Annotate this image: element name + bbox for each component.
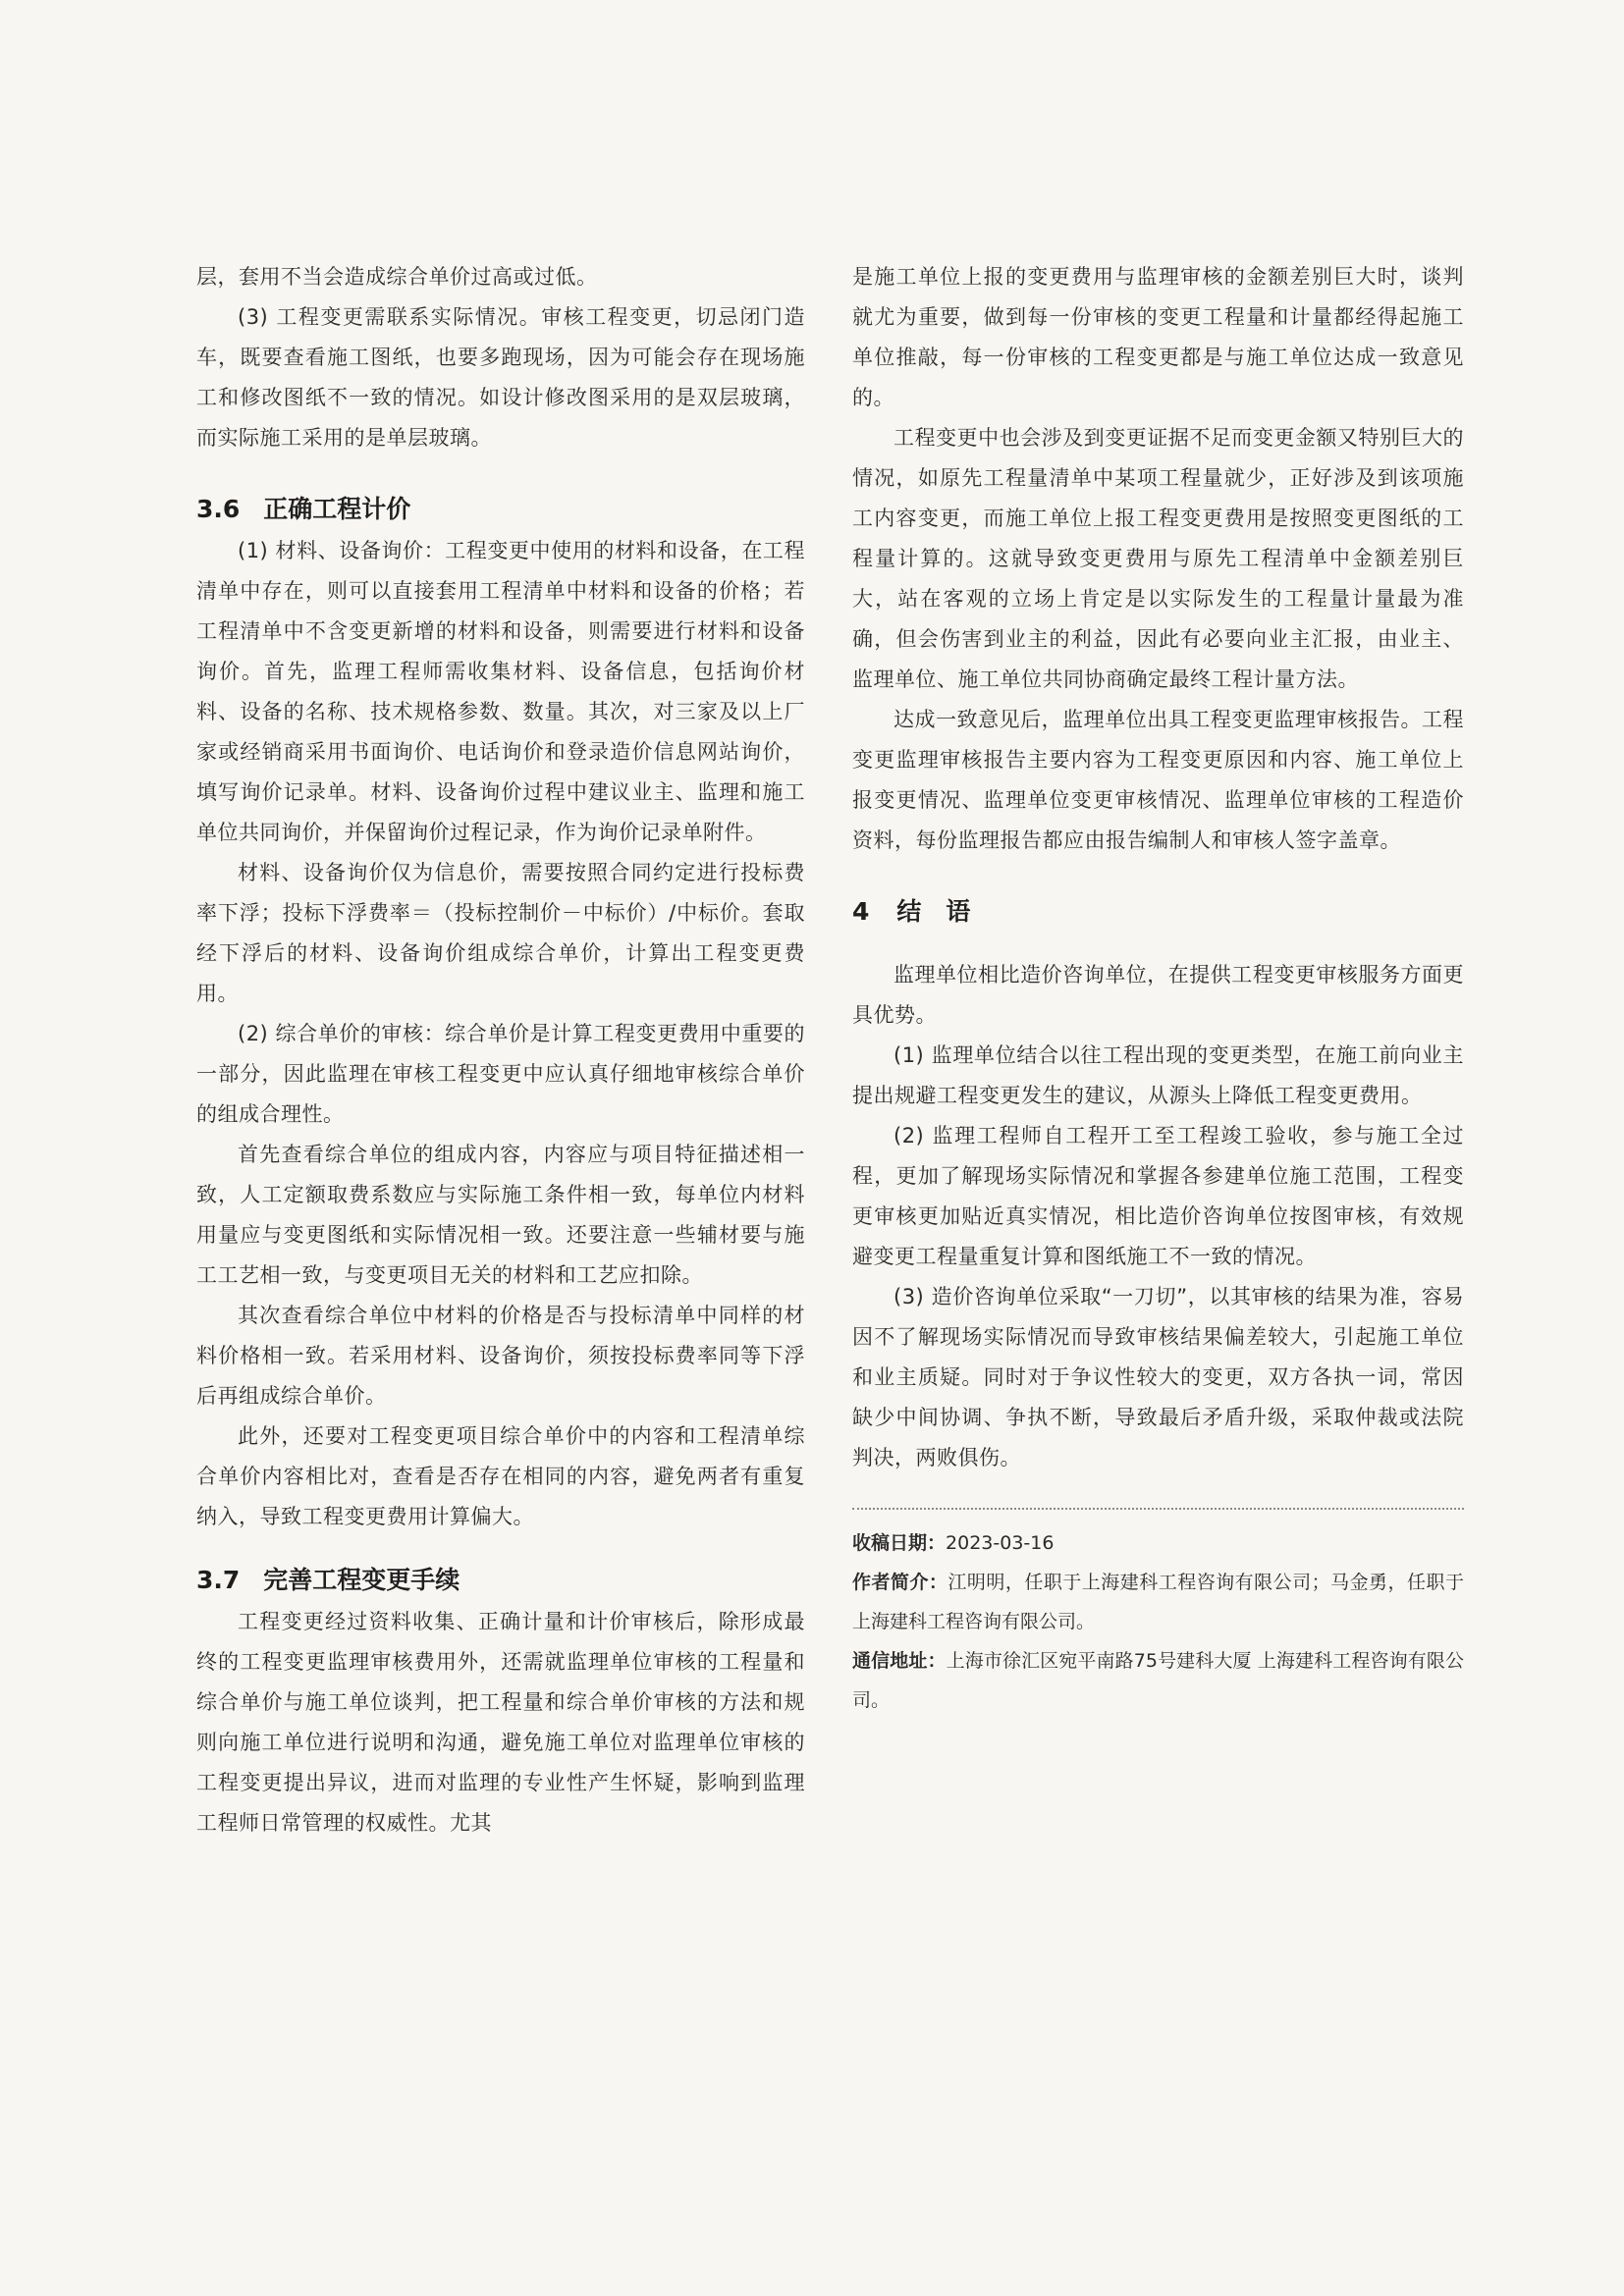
paragraph: 是施工单位上报的变更费用与监理审核的金额差别巨大时，谈判就尤为重要，做到每一份审核的变更工程量和计量都经得起施工单位推敲，每一份审核的工程变更都是与施工单位达成一致意见的。 xyxy=(852,265,1464,409)
received-value: 2023-03-16 xyxy=(946,1532,1055,1554)
paragraph: 首先查看综合单位的组成内容，内容应与项目特征描述相一致，人工定额取费系数应与实际施工条件相一致，每单位内材料用量应与变更图纸和实际情况相一致。还要注意一些辅材要与施工工艺相一致，与变更项目无关的材料和工艺应扣除。 xyxy=(196,1143,805,1287)
paragraph: 其次查看综合单位中材料的价格是否与投标清单中同样的材料价格相一致。若采用材料、设备询价，须按投标费率同等下浮后再组成综合单价。 xyxy=(196,1304,805,1408)
author-value: 江明明，任职于上海建科工程咨询有限公司；马金勇，任职于上海建科工程咨询有限公司。 xyxy=(852,1572,1464,1632)
right-column xyxy=(852,257,1464,1720)
section-number: 4 xyxy=(852,897,870,926)
address-label: 通信地址： xyxy=(852,1650,947,1672)
paragraph: (2) 综合单价的审核：综合单价是计算工程变更费用中重要的一部分，因此监理在审核工程变更中应认真仔细地审核综合单价的组成合理性。 xyxy=(196,1022,805,1126)
section-heading-3-7 xyxy=(196,1559,805,1602)
address-value: 上海市徐汇区宛平南路75号建科大厦 上海建科工程咨询有限公司。 xyxy=(852,1650,1464,1711)
section-title: 完善工程变更手续 xyxy=(263,1566,460,1594)
paragraph: 达成一致意见后，监理单位出具工程变更监理审核报告。工程变更监理审核报告主要内容为工程变更原因和内容、施工单位上报变更情况、监理单位变更审核情况、监理单位审核的工程造价资料，每份监理报告都应由报告编制人和审核人签字盖章。 xyxy=(852,708,1464,852)
paragraph: (2) 监理工程师自工程开工至工程竣工验收，参与施工全过程，更加了解现场实际情况和掌握各参建单位施工范围，工程变更审核更加贴近真实情况，相比造价咨询单位按图审核，有效规避变更工程量重复计算和图纸施工不一致的情况。 xyxy=(852,1124,1464,1268)
section-number: 3.7 xyxy=(196,1566,241,1594)
divider xyxy=(852,1508,1464,1510)
author-info xyxy=(852,1563,1464,1641)
section-title: 结 语 xyxy=(896,897,971,926)
paragraph: 监理单位相比造价咨询单位，在提供工程变更审核服务方面更具优势。 xyxy=(852,963,1464,1027)
received-label: 收稿日期： xyxy=(852,1532,947,1554)
paragraph: (1) 材料、设备询价：工程变更中使用的材料和设备，在工程清单中存在，则可以直接套用工程清单中材料和设备的价格；若工程清单中不含变更新增的材料和设备，则需要进行材料和设备询价。首先，监理工程师需收集材料、设备信息，包括询价材料、设备的名称、技术规格参数、数量。其次，对三家及以上厂家或经销商采用书面询价、电话询价和登录造价信息网站询价，填写询价记录单。材料、设备询价过程中建议业主、监理和施工单位共同询价，并保留询价过程记录，作为询价记录单附件。 xyxy=(196,539,805,844)
paragraph: (1) 监理单位结合以往工程出现的变更类型，在施工前向业主提出规避工程变更发生的建议，从源头上降低工程变更费用。 xyxy=(852,1043,1464,1107)
paragraph: 此外，还要对工程变更项目综合单价中的内容和工程清单综合单价内容相比对，查看是否存在相同的内容，避免两者有重复纳入，导致工程变更费用计算偏大。 xyxy=(196,1424,805,1528)
received-date xyxy=(852,1523,1464,1563)
paragraph: (3) 工程变更需联系实际情况。审核工程变更，切忌闭门造车，既要查看施工图纸，也要多跑现场，因为可能会存在现场施工和修改图纸不一致的情况。如设计修改图采用的是双层玻璃，而实际施工采用的是单层玻璃。 xyxy=(196,305,805,450)
paragraph: (3) 造价咨询单位采取“一刀切”，以其审核的结果为准，容易因不了解现场实际情况而导致审核结果偏差较大，引起施工单位和业主质疑。同时对于争议性较大的变更，双方各执一词，常因缺少中间协调、争执不断，导致最后矛盾升级，采取仲裁或法院判决，两败俱伤。 xyxy=(852,1285,1464,1469)
paragraph: 材料、设备询价仅为信息价，需要按照合同约定进行投标费率下浮；投标下浮费率＝（投标控制价－中标价）/中标价。套取经下浮后的材料、设备询价组成综合单价，计算出工程变更费用。 xyxy=(196,861,805,1005)
section-heading-4 xyxy=(852,890,1464,934)
section-title: 正确工程计价 xyxy=(263,495,411,523)
paragraph: 层，套用不当会造成综合单价过高或过低。 xyxy=(196,265,598,289)
address-info xyxy=(852,1641,1464,1720)
section-number: 3.6 xyxy=(196,495,241,523)
section-heading-3-6 xyxy=(196,488,805,531)
author-label: 作者简介： xyxy=(852,1572,948,1593)
paragraph: 工程变更经过资料收集、正确计量和计价审核后，除形成最终的工程变更监理审核费用外，还需就监理单位审核的工程量和综合单价与施工单位谈判，把工程量和综合单价审核的方法和规则向施工单位进行说明和沟通，避免施工单位对监理单位审核的工程变更提出异议，进而对监理的专业性产生怀疑，影响到监理工程师日常管理的权威性。尤其 xyxy=(196,1610,805,1835)
left-column xyxy=(196,257,805,1843)
paragraph: 工程变更中也会涉及到变更证据不足而变更金额又特别巨大的情况，如原先工程量清单中某项工程量就少，正好涉及到该项施工内容变更，而施工单位上报工程变更费用是按照变更图纸的工程量计算的。这就导致变更费用与原先工程清单中金额差别巨大，站在客观的立场上肯定是以实际发生的工程量计量最为准确，但会伤害到业主的利益，因此有必要向业主汇报，由业主、监理单位、施工单位共同协商确定最终工程计量方法。 xyxy=(852,426,1464,691)
